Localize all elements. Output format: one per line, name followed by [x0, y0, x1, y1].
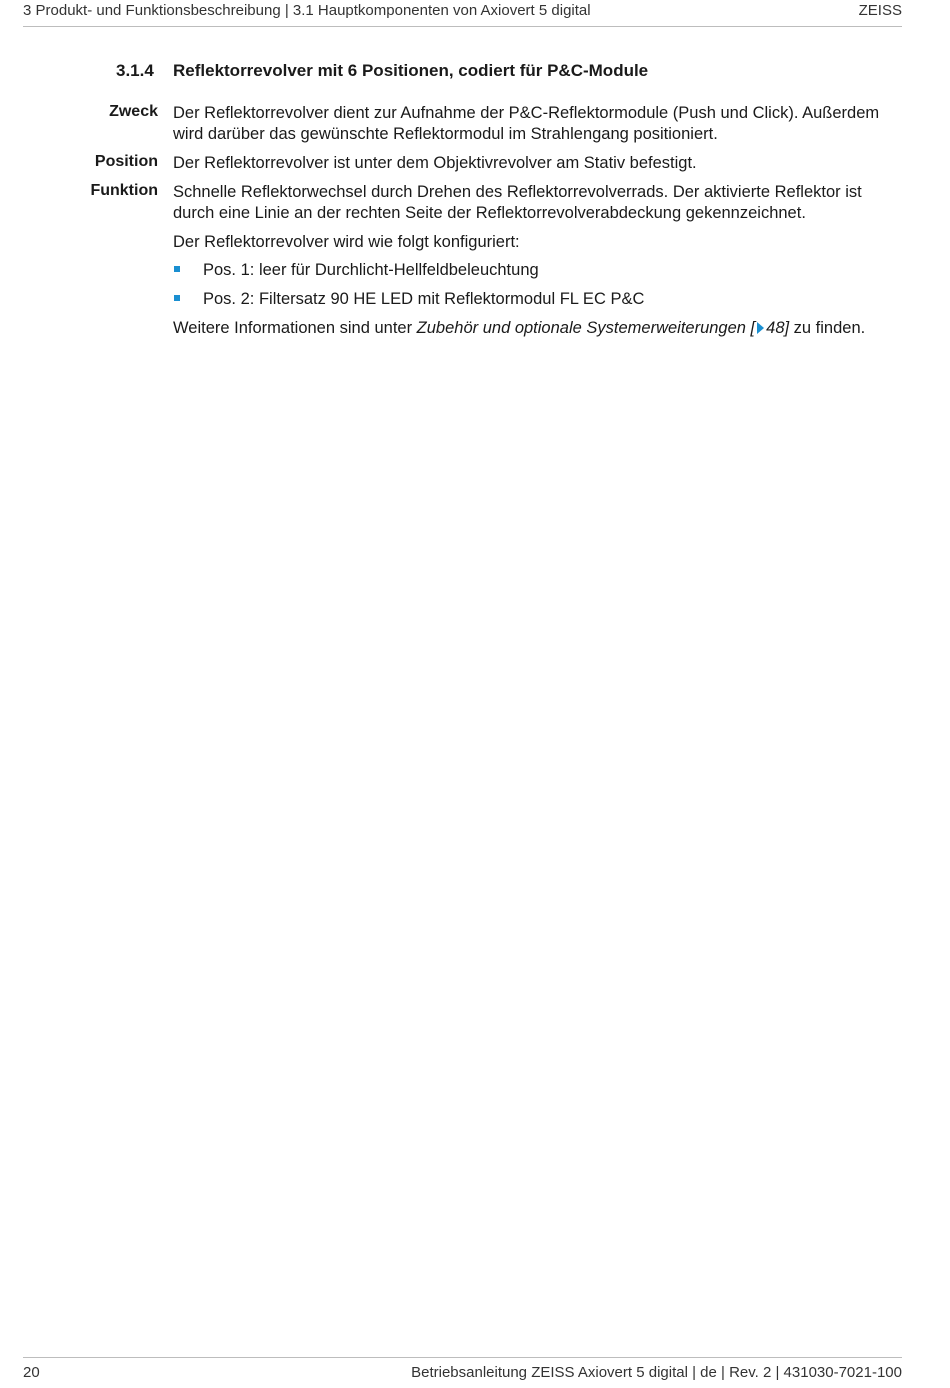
label-funktion: Funktion — [90, 182, 158, 199]
cross-reference-title[interactable]: Zubehör und optionale Systemerweiterungen [ — [416, 319, 756, 337]
page-reference-arrow-icon — [757, 322, 764, 334]
section-title: Reflektorrevolver mit 6 Positionen, codiert für P&C-Module — [173, 61, 649, 80]
page-number: 20 — [23, 1364, 40, 1381]
document-info: Betriebsanleitung ZEISS Axiovert 5 digital | de | Rev. 2 | 431030-7021-100 — [411, 1364, 902, 1381]
cross-reference-page[interactable]: 48] — [766, 319, 790, 337]
cross-reference-link[interactable] — [417, 319, 789, 337]
bullet-marker — [174, 295, 180, 301]
zweck-line-2: wird darüber das gewünschte Reflektormodul im Strahlengang positioniert. — [173, 125, 718, 143]
more-info-suffix: zu finden. — [789, 319, 866, 337]
funktion-line-2: durch eine Linie an der rechten Seite der Reflektorrevolverabdeckung gekennzeichnet. — [173, 204, 806, 222]
funktion-text — [173, 182, 903, 224]
header-breadcrumb: 3 Produkt- und Funktionsbeschreibung | 3.1 Hauptkomponenten von Axiovert 5 digital — [23, 2, 591, 19]
position-text: Der Reflektorrevolver ist unter dem Objektivrevolver am Stativ befestigt. — [173, 154, 697, 172]
section-heading — [116, 61, 648, 81]
config-intro: Der Reflektorrevolver wird wie folgt konfiguriert: — [173, 233, 520, 251]
zweck-line-1: Der Reflektorrevolver dient zur Aufnahme der P&C-Reflektormodule (Push und Click). Außerdem — [173, 104, 880, 122]
section-number: 3.1.4 — [116, 61, 154, 80]
funktion-line-1: Schnelle Reflektorwechsel durch Drehen des Reflektorrevolverrads. Der aktivierte Reflektor ist — [173, 183, 862, 201]
bullet-marker — [174, 266, 180, 272]
bullet-item-1: Pos. 1: leer für Durchlicht-Hellfeldbeleuchtung — [203, 261, 539, 279]
page-footer — [23, 1357, 902, 1388]
page-header — [23, 0, 902, 27]
more-info-prefix: Weitere Informationen sind unter — [173, 319, 417, 337]
bullet-item-2: Pos. 2: Filtersatz 90 HE LED mit Reflektormodul FL EC P&C — [203, 290, 645, 308]
header-brand: ZEISS — [858, 2, 902, 19]
label-position: Position — [94, 153, 158, 170]
zweck-text — [173, 103, 903, 145]
more-info-text — [173, 318, 903, 339]
label-zweck: Zweck — [109, 103, 158, 120]
